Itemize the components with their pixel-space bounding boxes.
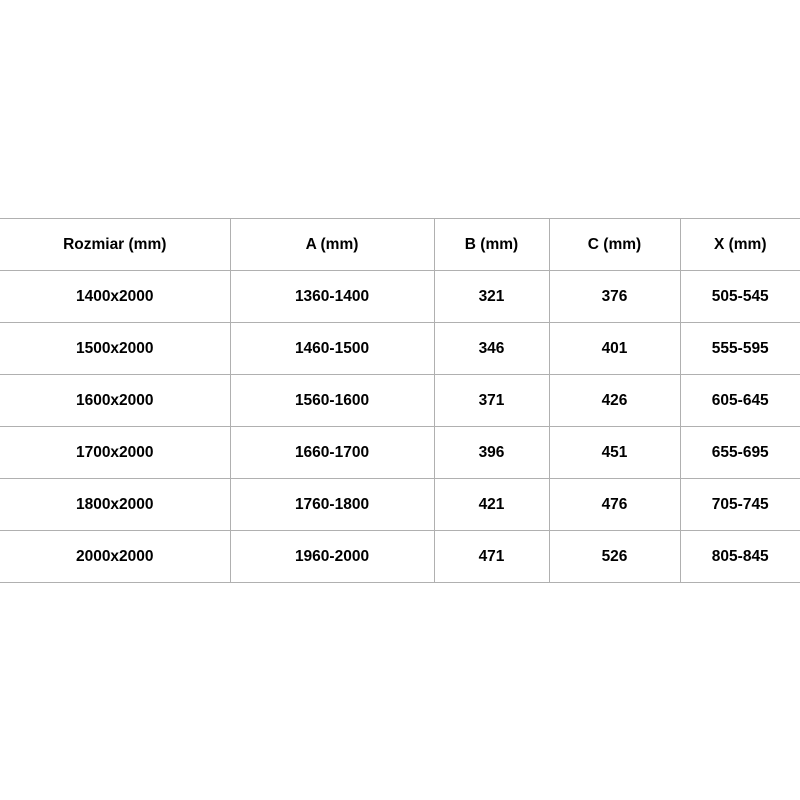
cell-x: 505-545: [680, 271, 800, 323]
cell-c: 476: [549, 479, 680, 531]
column-header-b: B (mm): [434, 219, 549, 271]
cell-a: 1360-1400: [230, 271, 434, 323]
table-header-row: [0, 219, 800, 271]
cell-b: 371: [434, 375, 549, 427]
cell-size: 1400x2000: [0, 271, 230, 323]
cell-x: 705-745: [680, 479, 800, 531]
spec-table-container: [0, 218, 800, 583]
table-row: [0, 271, 800, 323]
cell-b: 471: [434, 531, 549, 583]
cell-size: 1800x2000: [0, 479, 230, 531]
cell-b: 396: [434, 427, 549, 479]
cell-x: 605-645: [680, 375, 800, 427]
cell-x: 805-845: [680, 531, 800, 583]
cell-c: 401: [549, 323, 680, 375]
column-header-a: A (mm): [230, 219, 434, 271]
cell-size: 1600x2000: [0, 375, 230, 427]
cell-c: 426: [549, 375, 680, 427]
cell-a: 1760-1800: [230, 479, 434, 531]
column-header-x: X (mm): [680, 219, 800, 271]
cell-b: 421: [434, 479, 549, 531]
cell-size: 2000x2000: [0, 531, 230, 583]
cell-b: 346: [434, 323, 549, 375]
table-row: [0, 323, 800, 375]
table-row: [0, 479, 800, 531]
cell-b: 321: [434, 271, 549, 323]
column-header-c: C (mm): [549, 219, 680, 271]
table-row: [0, 427, 800, 479]
cell-a: 1560-1600: [230, 375, 434, 427]
column-header-rozmiar: Rozmiar (mm): [0, 219, 230, 271]
cell-c: 376: [549, 271, 680, 323]
cell-a: 1460-1500: [230, 323, 434, 375]
cell-a: 1660-1700: [230, 427, 434, 479]
cell-size: 1700x2000: [0, 427, 230, 479]
cell-x: 555-595: [680, 323, 800, 375]
cell-x: 655-695: [680, 427, 800, 479]
cell-a: 1960-2000: [230, 531, 434, 583]
dimensions-table: [0, 218, 800, 583]
cell-c: 526: [549, 531, 680, 583]
table-row: [0, 531, 800, 583]
cell-size: 1500x2000: [0, 323, 230, 375]
table-row: [0, 375, 800, 427]
cell-c: 451: [549, 427, 680, 479]
